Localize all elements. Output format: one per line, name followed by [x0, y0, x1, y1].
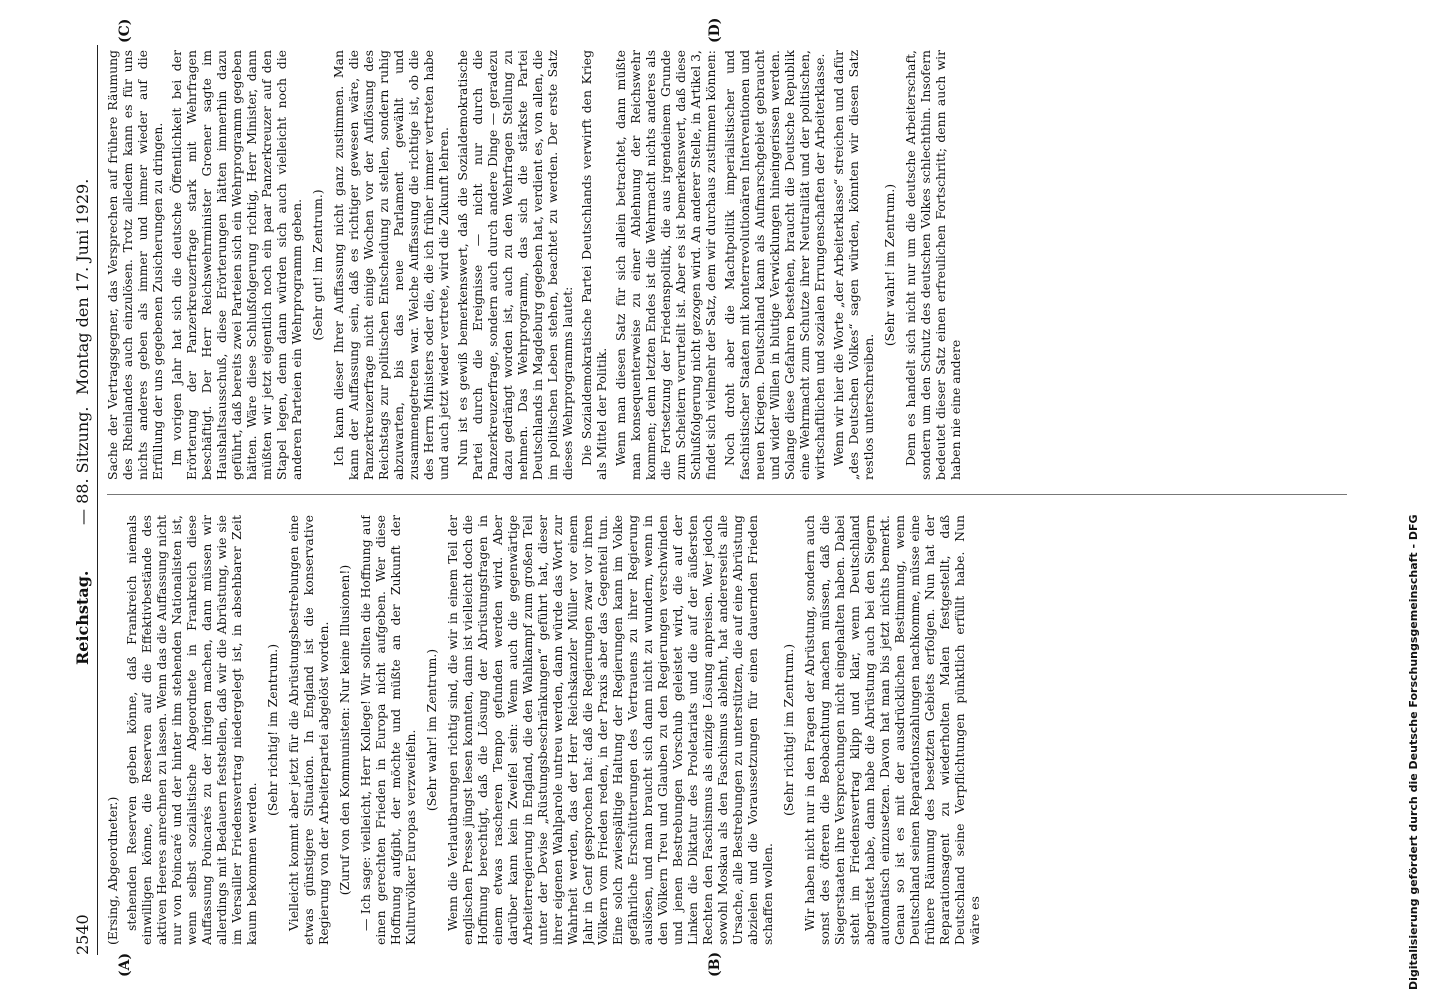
interjection: (Sehr richtig! im Zentrum.)	[265, 643, 280, 817]
header-session: — 88. Sitzung.	[73, 406, 92, 525]
paragraph: Sache der Vertragsgegner, das Versprechen auf frühere Räumung des Rheinlandes auch einzulösen. Trotz alledem kann es für uns nichts anderes geben als immer und immer wieder auf die Erfüllung der uns gegebenen Zusicherungen zu dringen.	[105, 50, 165, 480]
header-rule	[97, 45, 98, 955]
page-number: 2540	[73, 914, 92, 955]
document-page	[67, 17, 1367, 977]
paragraph: Wenn man diesen Satz für sich allein betrachtet, dann müßte man konsequenterweise zu einer Ablehnung der Reichswehr kommen; denn letzten Endes ist die Wehrmacht nichts anderes als die Fortsetzung der Friedenspolitik, die aus irgendeinem Grunde zum Scheitern verurteilt ist. Aber es ist bemerkenswert, daß diese Schlußfolgerung nicht gezogen wird. An anderer Stelle, in Artikel 3, findet sich vielmehr der Satz, dem wir durchaus zustimmen können:	[613, 50, 718, 480]
speaker-label: (Ersing, Abgeordneter.)	[105, 796, 120, 945]
header-title: Reichstag.	[73, 570, 92, 665]
header-date: Montag den 17. Juni 1929.	[73, 178, 92, 395]
interjection: (Sehr richtig! im Zentrum.)	[781, 643, 796, 817]
margin-mark-b: (B)	[707, 951, 723, 977]
margin-mark-d: (D)	[707, 17, 723, 43]
paragraph: Nun ist es gewiß bemerkenswert, daß die Sozialdemokratische Partei durch die Ereignisse — nicht nur durch die Panzerkreuzerfrage, sondern auch durch andere Dinge — geradezu dazu gedrängt worden ist, auch zu den Wehrfragen Stellung zu nehmen. Das Wehrprogramm, das sich die stärkste Partei Deutschlands in Magdeburg gegeben hat, verdient es, von allen, die im politischen Leben stehen, beachtet zu werden. Der erste Satz dieses Wehrprogramms lautet:	[455, 50, 575, 480]
interjection: (Sehr gut! im Zentrum.)	[310, 189, 325, 341]
quotation: Die Sozialdemokratische Partei Deutschlands verwirft den Krieg als Mittel der Politik.	[579, 50, 609, 480]
paragraph: Wenn die Verlautbarungen richtig sind, die wir in einem Teil der englischen Presse jüngst lesen konnten, dann ist vielleicht doch die Hoffnung berechtigt, daß die Lösung der Abrüstungsfragen in einem etwas rascheren Tempo gefunden werden wird. Aber darüber kann kein Zweifel sein: Wenn auch die gegenwärtige Arbeiterregierung in England, die den Wahlkampf zum großen Teil unter der Devise „Rüstungsbeschränkungen“ geführt hat, dieser ihrer eigenen Wahlparole untreu werden, dann würde das Wort zur Wahrheit werden, das der Herr Reichskanzler Müller vor einem Jahr in Genf gesprochen hat: daß die Regierungen zwar vor ihren Völkern vom Frieden reden, in der Praxis aber das Gegenteil tun. Eine solch zwiespältige Haltung der Regierungen kann im Volke gefährliche Erschütterungen des Vertrauens zu ihrer Regierung auslösen, und man braucht sich dann nicht zu wundern, wenn in den Völkern Treu und Glauben zu den Regierungen verschwinden und jenen Bestrebungen Vorschub geleistet wird, die auf der Linken die Diktatur des Proletariats und die auf der äußersten Rechten den Faschismus als einzige Lösung anpreisen. Wer jedoch sowohl Moskau als den Faschismus ablehnt, hat andererseits alle Ursache, alle Bestrebungen zu unterstützen, die auf eine Abrüstung abzielen und die Voraussetzungen für einen dauernden Frieden schaffen wollen.	[445, 515, 775, 945]
left-column	[105, 515, 1355, 945]
interjection: (Zuruf von den Kommunisten: Nur keine Illusionen!)	[337, 564, 352, 896]
paragraph: Wir haben nicht nur in den Fragen der Abrüstung, sondern auch sonst des öfteren die Beobachtung machen müssen, daß die Siegerstaaten ihre Versprechungen nicht eingehalten haben. Dabei steht im Friedensvertrag klipp und klar, wenn Deutschland abgerüstet habe, dann habe die Abrüstung auch bei den Siegern automatisch einzusetzen. Davon hat man bis jetzt nichts bemerkt. Genau so ist es mit der ausdrücklichen Bestimmung, wenn Deutschland seinen Reparationszahlungen nachkomme, müsse eine frühere Räumung des besetzten Gebiets erfolgen. Nun hat der Reparationsagent zu wiederholten Malen festgestellt, daß Deutschland seine Verpflichtungen pünktlich erfüllt habe. Nun wäre es	[802, 515, 982, 945]
quotation: Noch droht aber die Machtpolitik imperialistischer und faschistischer Staaten mit konterrevolutionären Interventionen und neuen Kriegen. Deutschland kann als Aufmarschgebiet gebraucht und wider Willen in blutige Verwicklungen hineingerissen werden. Solange diese Gefahren bestehen, braucht die Deutsche Republik eine Wehrmacht zum Schutze ihrer Neutralität und der politischen, wirtschaftlichen und sozialen Errungenschaften der Arbeiterklasse.	[722, 50, 827, 480]
right-column	[105, 50, 1355, 480]
paragraph: Denn es handelt sich nicht nur um die deutsche Arbeiterschaft, sondern um den Schutz des deutschen Volkes schlechthin. Insofern bedeutet dieser Satz einen erfreulichen Fortschritt; denn auch wir haben nie eine andere	[903, 50, 963, 480]
digitization-credit	[1405, 10, 1429, 990]
page-header	[67, 45, 97, 955]
paragraph: Wenn wir hier die Worte „der Arbeiterklasse“ streichen und dafür „des Deutschen Volkes“ sagen würden, könnten wir diesen Satz restlos unterschreiben.	[831, 50, 876, 480]
paragraph: Ich kann dieser Ihrer Auffassung nicht ganz zustimmen. Man kann der Auffassung sein, daß es richtiger gewesen wäre, die Panzerkreuzerfrage nicht einige Wochen vor der Auflösung des Reichstags zur politischen Entscheidung zu stellen, sondern ruhig abzuwarten, bis das neue Parlament gewählt und zusammengetreten war. Welche Auffassung die richtige ist, ob die des Herrn Ministers oder die, die ich früher immer vertreten habe und auch jetzt wieder vertrete, wird die Zukunft lehren.	[331, 50, 451, 480]
margin-mark-a: (A)	[117, 952, 133, 977]
paragraph: Vielleicht kommt aber jetzt für die Abrüstungsbestrebungen eine etwas günstigere Situation. In England ist die konservative Regierung von der Arbeiterpartei abgelöst worden.	[286, 515, 331, 945]
paragraph: stehenden Reserven geben könne, daß Frankreich niemals einwilligen könne, die Reserven auf die Effektivbestände des aktiven Heeres anrechnen zu lassen. Wenn das die Auffassung nicht nur von Poincaré und der hinter ihm stehenden Nationalisten ist, wenn selbst sozialistische Abgeordnete in Frankreich diese Auffassung Poincarés zu der ihrigen machen, dann müssen wir allerdings mit Bedauern feststellen, daß wir die Abrüstung, wie sie im Versailler Friedensvertrag niedergelegt ist, in absehbarer Zeit kaum bekommen werden.	[124, 515, 259, 945]
paragraph: — Ich sage: vielleicht, Herr Kollege! Wir sollten die Hoffnung auf einen gerechten Frieden in Europa nicht aufgeben. Wer diese Hoffnung aufgibt, der möchte und müßte an der Zukunft der Kulturvölker Europas verzweifeln.	[358, 515, 418, 945]
paragraph: Im vorigen Jahr hat sich die deutsche Öffentlichkeit bei der Erörterung der Panzerkreuzerfrage stark mit Wehrfragen beschäftigt. Der Herr Reichswehrminister Groener sagte im Haushaltsausschuß, diese Erörterungen hätten immerhin dazu geführt, daß bereits zwei Parteien sich ein Wehrprogramm gegeben hätten. Wäre diese Schlußfolgerung richtig, Herr Minister, dann müßten wir jetzt eigentlich noch ein paar Panzerkreuzer auf den Stapel legen, denn dann würden sich auch vielleicht noch die anderen Parteien ein Wehrprogramm geben.	[169, 50, 304, 480]
credit-text: Digitalisierung gefördert durch die Deutsche Forschungsgemeinschaft - DFG	[1407, 514, 1420, 990]
interjection: (Sehr wahr! im Zentrum.)	[882, 183, 897, 347]
interjection: (Sehr wahr! im Zentrum.)	[424, 648, 439, 812]
column-divider	[107, 494, 1347, 495]
margin-mark-c: (C)	[117, 18, 133, 43]
